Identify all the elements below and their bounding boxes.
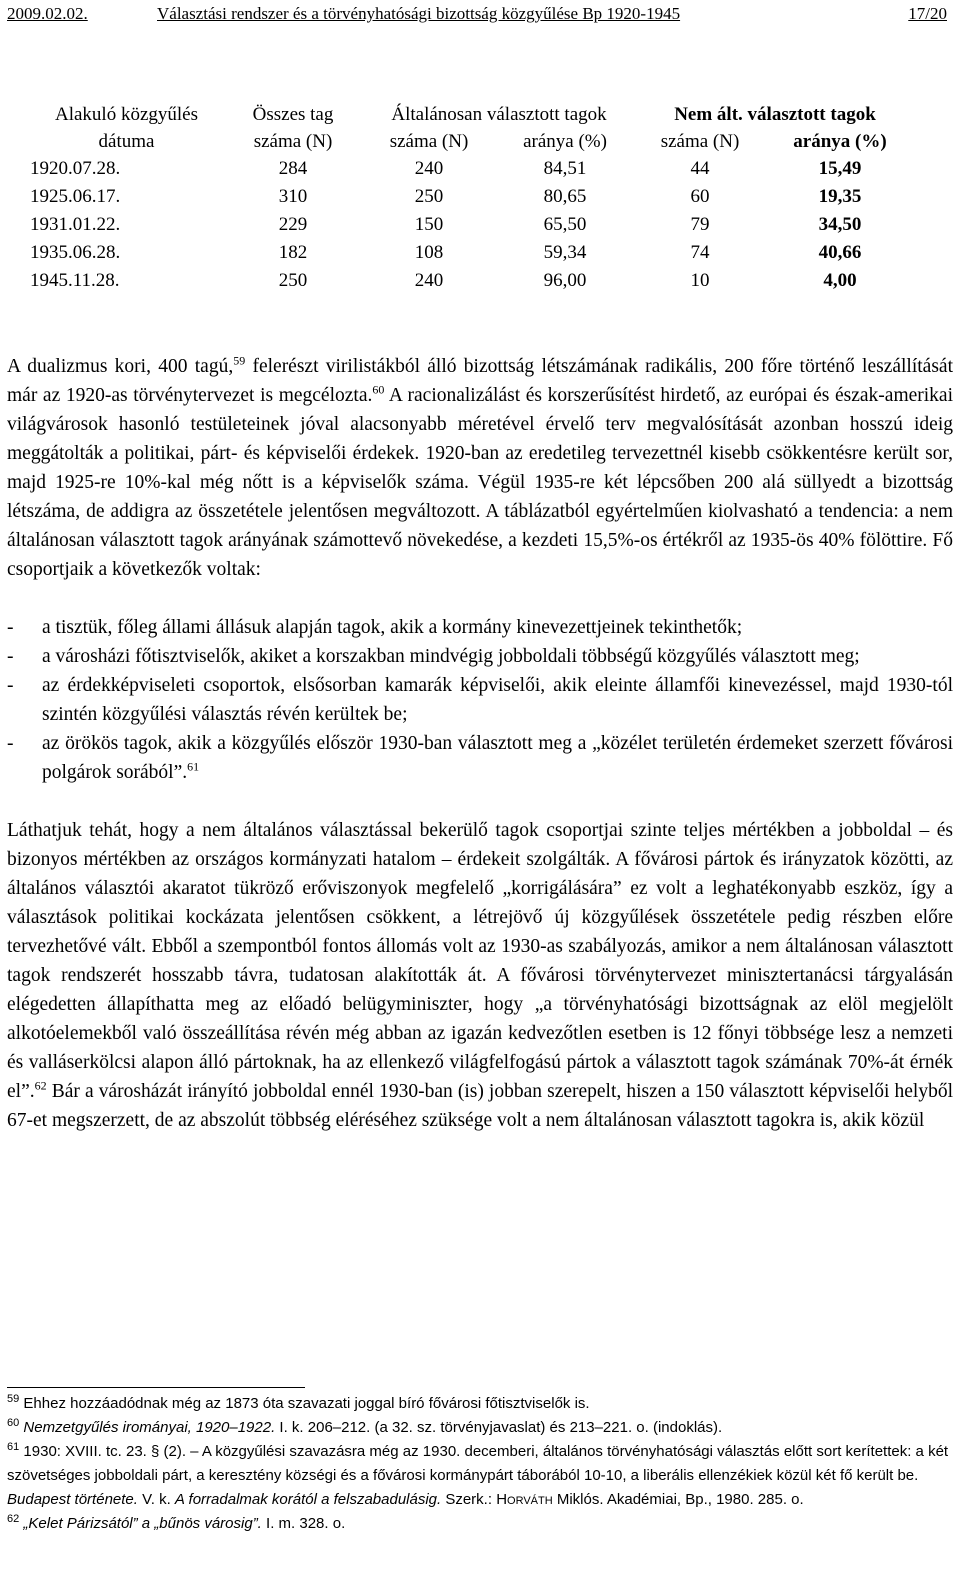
footnote-ref-62[interactable]: 62 <box>34 1078 47 1093</box>
cell-non-n: 60 <box>690 186 710 207</box>
footnote-59 <box>7 1392 953 1416</box>
table-subheader-row <box>30 128 915 155</box>
list-item <box>7 671 953 729</box>
cell-non-n: 10 <box>690 270 710 291</box>
cell-gen-pct: 59,34 <box>543 242 587 263</box>
header-group2: Nem ált. választott tagok <box>674 104 876 125</box>
para2-text-a: Láthatjuk tehát, hogy a nem általános választással bekerülő tagok csoportjai szinte teljes mértékben a jobboldal – és bizonyos mértékben az országos kormányzati hatalom – érdekeit szolgálták. A fővárosi pártok és irányzatok közötti, az általános választói akaratot tükröző erőviszonyok megfelelő „korrigálására” ez volt a leghatékonyabb eszköz, így a választások politikai kockázata jelentősen csökkent, a létrejövő új közgyűlések összetétele pedig részben előre tervezhetővé vált. Ebből a szempontból fontos állomás volt az 1930-as szabályozás, amikor a nem általánosan választott tagok rendszerét hosszabb távra, tudatosan alakították át. A fővárosi törvénytervezet minisztertanácsi tárgyalásán elégedetten állapíthatta meg az előadó belügyminiszter, hogy „a törvényhatósági bizottságnak az elöl megjelölt alkotóelemekből való összeállítása révén még abban az igazán kedvezőtlen esetben is 12 főnyi többsége lesz a nemzeti és valláserkölcsi alapon álló pártoknak, ha az ellenkező világfelfogású pártok a választott tagok számának 70%-át érnék el”. <box>7 820 953 1102</box>
footnote-text: Miklós. Akadémiai, Bp., 1980. 285. o. <box>552 1491 804 1508</box>
table-row <box>30 239 915 267</box>
cell-gen-n: 150 <box>414 214 444 235</box>
list-dash: - <box>7 646 14 667</box>
cell-gen-pct: 96,00 <box>543 270 587 291</box>
footnote-text: I. m. 328. o. <box>261 1515 346 1532</box>
footnote-ref-60[interactable]: 60 <box>372 382 385 397</box>
page-header <box>7 3 947 25</box>
cell-total: 284 <box>278 158 308 179</box>
paragraph-1 <box>7 352 953 584</box>
para1-text-c: A racionalizálást és korszerűsítést hirdető, az európai és észak-amerikai világvárosok hasonló testületeinek jóval alacsonyabb méretével érvelő terv megvalósítását azonban hosszú ideig meggátolták a politikai, párt- és képviselői érdekek. 1920-ban az eredetileg tervezettnél kisebb csökkentésre került sor, majd 1925-re 10%-kal még nőtt is a képviselők száma. Végül 1935-re két lépcsőben 200 alá süllyedt a bizottság létszáma, de addigra az összetétele jelentősen megváltozott. A táblázatból egyértelműen kiolvasható a tendencia: a nem általánosan választott tagok arányának számottevő növekedése, a kezdeti 15,5%-os értékről az 1935-ös 40% fölöttire. Fő csoportjaik a következők voltak: <box>7 385 954 580</box>
footnote-number: 59 <box>7 1393 20 1405</box>
cell-total: 229 <box>278 214 308 235</box>
list-item-text: a városházi főtisztviselők, akiket a korszakban mindvégig jobboldali többségű közgyűlés választott meg; <box>42 646 860 667</box>
header-col2-line2: száma (N) <box>253 131 333 152</box>
table-row <box>30 211 915 239</box>
cell-non-pct: 34,50 <box>818 214 862 235</box>
list-item <box>7 642 953 671</box>
cell-non-pct: 15,49 <box>818 158 862 179</box>
footnote-title: Nemzetgyűlés irományai, 1920–1922. <box>23 1419 276 1436</box>
footnote-text: Szerk.: <box>441 1491 493 1508</box>
footnote-separator <box>7 1387 305 1388</box>
cell-non-n: 74 <box>690 242 710 263</box>
cell-non-pct: 4,00 <box>823 270 857 291</box>
cell-total: 310 <box>278 186 308 207</box>
footnote-ref-61[interactable]: 61 <box>187 759 200 774</box>
cell-date: 1935.06.28. <box>30 242 121 263</box>
table-row <box>30 183 915 211</box>
footnote-text: I. k. 206–212. (a 32. sz. törvényjavaslat) és 213–221. o. (indoklás). <box>275 1419 723 1436</box>
header-title: Választási rendszer és a törvényhatósági bizottság közgyűlése Bp 1920-1945 <box>157 4 681 23</box>
footnote-number: 62 <box>7 1513 20 1525</box>
footnote-number: 60 <box>7 1417 20 1429</box>
header-col1: Alakuló közgyűlés <box>54 104 198 125</box>
header-group1: Általánosan választott tagok <box>391 104 607 125</box>
main-text <box>7 352 953 1135</box>
list-item-text: a tisztük, főleg állami állásuk alapján tagok, akik a kormány kinevezettjeinek tekinthetők; <box>42 617 743 638</box>
paragraph-2 <box>7 816 953 1135</box>
cell-non-n: 79 <box>690 214 710 235</box>
footnote-number: 61 <box>7 1441 20 1453</box>
table-row <box>30 155 915 183</box>
footnote-author: Horváth <box>496 1491 553 1508</box>
header-group1-sub1: száma (N) <box>389 131 469 152</box>
cell-non-n: 44 <box>690 158 710 179</box>
footnote-text: 1930: XVIII. tc. 23. § (2). – A közgyűlési szavazásra még az 1930. decemberi, általános törvényhatósági választás előtt sort kerítettek: a két szövetséges jobboldali párt, a keresztény községi és a fővárosi kormánypárt táborából 10-10, a liberális ellenzékiek közül két fő került be. <box>7 1443 949 1484</box>
footnote-61 <box>7 1440 953 1512</box>
header-col2: Összes tag <box>252 104 334 125</box>
groups-list <box>7 613 953 787</box>
para1-text-a: A dualizmus kori, 400 tagú, <box>7 356 234 377</box>
list-item-text: az érdekképviseleti csoportok, elsősorban kamarák képviselői, akik eleinte államfői kinevezéssel, majd 1930-tól szintén közgyűlési választás révén kerültek be; <box>42 675 953 725</box>
list-dash: - <box>7 675 14 696</box>
header-group2-sub1: száma (N) <box>660 131 740 152</box>
footnote-text: Ehhez hozzáadódnak még az 1873 óta szavazati joggal bíró fővárosi főtisztviselők is. <box>23 1395 590 1412</box>
cell-non-pct: 19,35 <box>818 186 862 207</box>
list-dash: - <box>7 617 14 638</box>
cell-gen-n: 240 <box>414 270 444 291</box>
cell-gen-n: 108 <box>414 242 444 263</box>
header-page-number: 17/20 <box>908 4 947 23</box>
footnote-60 <box>7 1416 953 1440</box>
cell-non-pct: 40,66 <box>818 242 862 263</box>
cell-gen-pct: 65,50 <box>543 214 587 235</box>
footnote-title: A forradalmak korától a felszabadulásig. <box>174 1491 442 1508</box>
cell-date: 1931.01.22. <box>30 214 121 235</box>
header-group1-sub2: aránya (%) <box>523 131 607 152</box>
cell-date: 1925.06.17. <box>30 186 121 207</box>
cell-gen-n: 240 <box>414 158 444 179</box>
cell-date: 1945.11.28. <box>30 270 120 291</box>
list-item <box>7 729 953 787</box>
header-date: 2009.02.02. <box>7 4 88 23</box>
para2-text-b: Bár a városházát irányító jobboldal ennél 1930-ban (is) jobban szerepelt, hiszen a 150 választott képviselői helyből 67-et megszerzett, de az abszolút többség eléréséhez szüksége volt a nem általánosan választott tagokra is, akik közül <box>7 1081 953 1131</box>
cell-total: 250 <box>278 270 308 291</box>
cell-gen-n: 250 <box>414 186 444 207</box>
membership-table <box>30 101 915 295</box>
list-dash: - <box>7 733 14 754</box>
footnote-62 <box>7 1512 953 1536</box>
footnote-text: V. k. <box>137 1491 171 1508</box>
para1-text-b: felerészt virilistákból álló bizottság létszámának radikális, 200 főre történő leszállítását már az 1920-as törvénytervezet is megcélozta. <box>7 356 953 406</box>
cell-gen-pct: 80,65 <box>543 186 587 207</box>
footnote-title: „Kelet Párizsától” a „bűnös városig”. <box>23 1515 262 1532</box>
table-header-row <box>30 101 915 128</box>
list-item-text: az örökös tagok, akik a közgyűlés először 1930-ban választott meg a „közélet területén érdemeket szerzett fővárosi polgárok sorából”. <box>42 733 953 783</box>
footnote-ref-59[interactable]: 59 <box>233 353 246 368</box>
cell-total: 182 <box>278 242 308 263</box>
cell-date: 1920.07.28. <box>30 158 121 179</box>
list-item <box>7 613 953 642</box>
header-group2-sub2: aránya (%) <box>793 131 887 152</box>
header-col1-line2: dátuma <box>98 131 155 152</box>
cell-gen-pct: 84,51 <box>543 158 587 179</box>
footnotes <box>7 1392 953 1536</box>
footnote-title: Budapest története. <box>7 1491 138 1508</box>
table-row <box>30 267 915 295</box>
